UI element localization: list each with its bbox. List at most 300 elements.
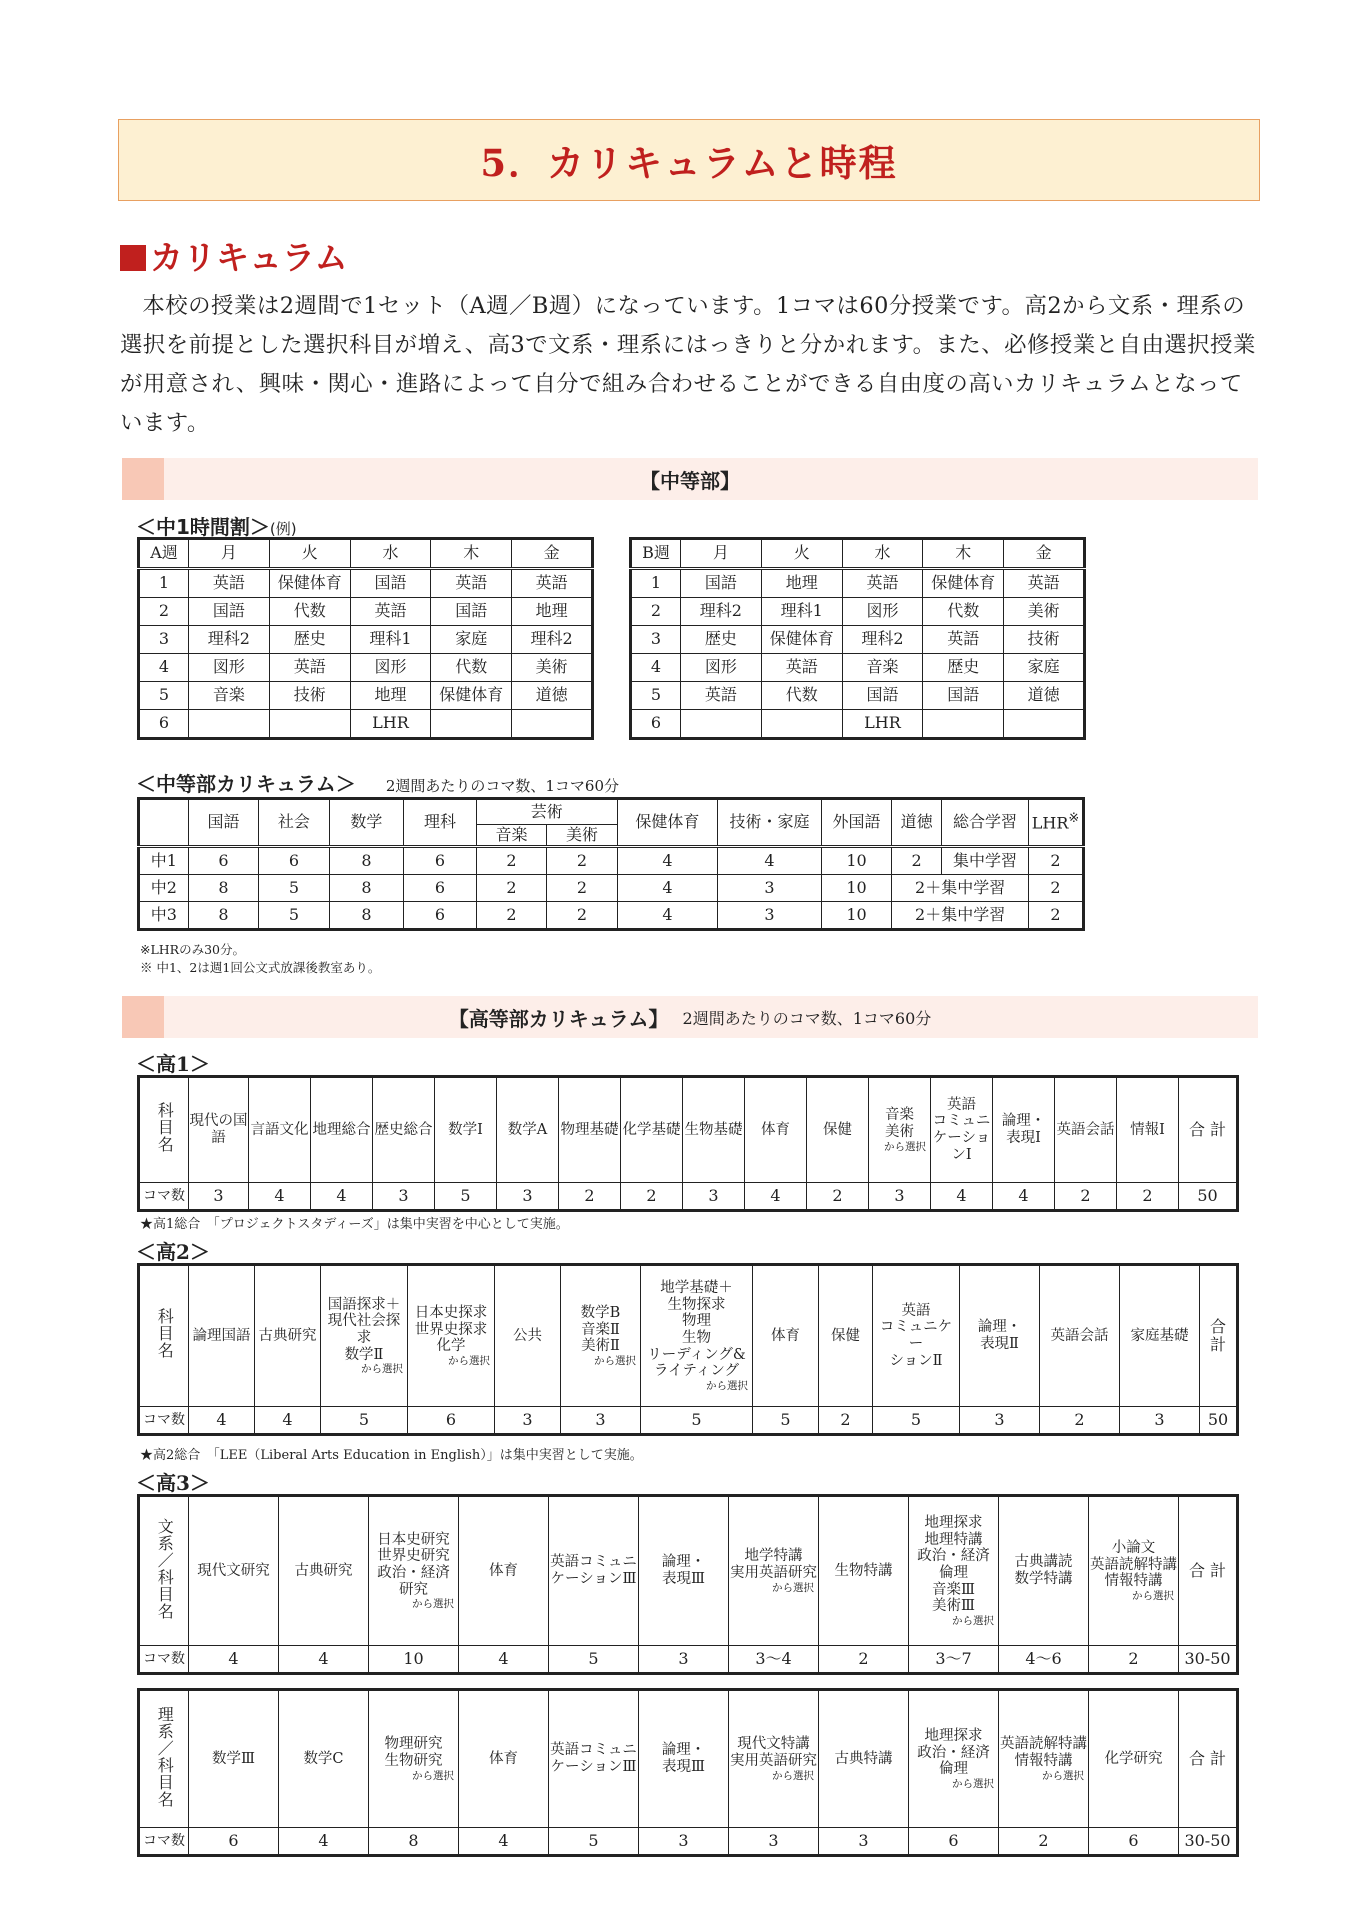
timetable-cell — [269, 710, 350, 739]
koma-cell: 2 — [1089, 1646, 1179, 1674]
section-heading — [120, 232, 348, 279]
subject-line: 数学B — [580, 1304, 621, 1321]
h1-note: ★高1総合 「プロジェクトスタディーズ」は集中実習を中心として実施。 — [140, 1217, 569, 1232]
select-tag: から選択 — [952, 1777, 994, 1790]
timetable-cell: 代数 — [431, 654, 512, 682]
period-number: 5 — [139, 682, 189, 710]
middle-school-bar — [122, 458, 1258, 500]
subject-line: 表現Ⅲ — [662, 1759, 705, 1775]
koma-cell: 3 — [495, 1407, 561, 1435]
subject-line: ションⅡ — [889, 1352, 943, 1369]
cell: 2＋集中学習 — [892, 875, 1029, 902]
h3-heading: ＜高3＞ — [136, 1471, 210, 1495]
subject-line: 数学特講 — [1014, 1571, 1073, 1587]
table-row — [139, 847, 1084, 875]
timetable-cell: 地理 — [512, 598, 593, 626]
koma-cell: 4 — [931, 1183, 993, 1211]
koma-cell: 4〜6 — [999, 1646, 1089, 1674]
h2-subject-row — [139, 1265, 1238, 1407]
koma-cell: 3 — [729, 1828, 819, 1856]
timetable-cell — [512, 710, 593, 739]
koma-cell: 4 — [249, 1183, 311, 1211]
koma-cell: 5 — [549, 1646, 639, 1674]
timetable-cell: 保健体育 — [761, 626, 842, 654]
koma-cell: 4 — [255, 1407, 321, 1435]
timetable-cell: 図形 — [189, 654, 270, 682]
select-tag: から選択 — [884, 1140, 926, 1153]
koma-cell: 5 — [753, 1407, 819, 1435]
total-header: 合 計 — [1200, 1265, 1238, 1407]
subject-cell — [641, 1265, 753, 1407]
cell: 8 — [188, 875, 258, 902]
timetable-cell: 英語 — [1004, 569, 1085, 598]
table-row — [139, 875, 1084, 902]
weekday-header: 月 — [681, 539, 762, 569]
col-header: 芸術 — [476, 799, 617, 825]
timetable-cell: 技術 — [1004, 626, 1085, 654]
subject-cell — [729, 1496, 819, 1646]
table-row — [139, 626, 593, 654]
row-header-text: 文系／科目名 — [155, 1517, 175, 1620]
subject-line: 政治・経済 — [917, 1744, 990, 1761]
table-row — [631, 598, 1085, 626]
lhr-label: LHR — [1031, 813, 1069, 833]
total-header: 合 計 — [1179, 1690, 1238, 1828]
subject-cell — [311, 1077, 373, 1183]
timetable-cell — [1004, 710, 1085, 739]
middle-curriculum-heading — [136, 768, 619, 797]
col-header: 音楽 — [476, 825, 546, 847]
subject-line: 地理探求 — [924, 1514, 983, 1531]
weekday-header: 水 — [842, 539, 923, 569]
cell: 2 — [892, 847, 942, 875]
subject-cell — [621, 1077, 683, 1183]
subject-line: 音楽 — [885, 1107, 914, 1124]
table-row — [139, 598, 593, 626]
total-header: 合 計 — [1179, 1077, 1238, 1183]
subject-line: 論理・ — [1001, 1113, 1046, 1130]
timetable-cell: 理科2 — [512, 626, 593, 654]
koma-cell: 30-50 — [1179, 1828, 1238, 1856]
table-row — [631, 710, 1085, 739]
timetable-cell: 歴史 — [923, 654, 1004, 682]
timetable-cell: 代数 — [269, 598, 350, 626]
subject-line: 現代文研究 — [197, 1562, 270, 1579]
koma-label: コマ数 — [139, 1646, 189, 1674]
week-b-timetable — [629, 537, 1086, 740]
timetable-cell: 地理 — [350, 682, 431, 710]
period-number: 1 — [139, 569, 189, 598]
row-label: 中3 — [139, 902, 189, 930]
koma-cell: 4 — [279, 1646, 369, 1674]
koma-cell: 4 — [993, 1183, 1055, 1211]
subject-cell — [869, 1077, 931, 1183]
subject-line: ライティング — [653, 1363, 740, 1380]
cell: 4 — [617, 902, 718, 930]
select-tag: から選択 — [1042, 1769, 1084, 1782]
table-row — [631, 626, 1085, 654]
cell: 10 — [821, 875, 891, 902]
subject-line: 表現Ⅲ — [662, 1571, 705, 1587]
cell: 2 — [476, 847, 546, 875]
subject-cell — [189, 1496, 279, 1646]
koma-cell: 2 — [1117, 1183, 1179, 1211]
h2-table — [137, 1263, 1239, 1436]
h2-koma-row — [139, 1407, 1238, 1435]
timetable-cell: 国語 — [431, 598, 512, 626]
h3-bunkei-subject-row — [139, 1496, 1238, 1646]
subject-line: 英語 — [901, 1302, 931, 1319]
h3-rikei-table — [137, 1688, 1239, 1857]
middle-curriculum-table — [137, 797, 1085, 931]
subject-line: 英語会話 — [1050, 1327, 1109, 1344]
bar-accent — [122, 996, 164, 1038]
subject-line: 古典研究 — [294, 1562, 353, 1579]
timetable-cell: 保健体育 — [431, 682, 512, 710]
col-header: 美術 — [547, 825, 617, 847]
subject-line: 化学 — [436, 1338, 466, 1355]
subject-cell — [909, 1496, 999, 1646]
timetable-cell: 英語 — [923, 626, 1004, 654]
subject-cell — [559, 1077, 621, 1183]
row-header — [139, 1690, 189, 1828]
subject-cell — [255, 1265, 321, 1407]
subject-line: 研究 — [399, 1581, 428, 1598]
h3-bunkei-koma-row — [139, 1646, 1238, 1674]
subject-cell — [561, 1265, 641, 1407]
col-header: 数学 — [329, 799, 404, 847]
high-school-bar — [122, 996, 1258, 1038]
timetable-cell: 英語 — [512, 569, 593, 598]
middle-curriculum-note: 2週間あたりのコマ数、1コマ60分 — [385, 777, 619, 795]
subject-line: 情報特講 — [1014, 1752, 1073, 1769]
subject-cell — [999, 1690, 1089, 1828]
h1-heading: ＜高1＞ — [136, 1052, 210, 1076]
koma-cell: 4 — [459, 1646, 549, 1674]
koma-cell: 4 — [189, 1407, 255, 1435]
subject-line: 英語読解特講 — [1000, 1736, 1087, 1753]
timetable-cell — [761, 710, 842, 739]
subject-cell — [189, 1077, 249, 1183]
subject-line: 実用英語研究 — [730, 1564, 817, 1581]
subject-cell — [373, 1077, 435, 1183]
subject-line: 論理・ — [661, 1554, 706, 1571]
subject-cell — [549, 1496, 639, 1646]
table-row — [139, 710, 593, 739]
h3-rikei-subject-row — [139, 1690, 1238, 1828]
koma-label: コマ数 — [139, 1828, 189, 1856]
select-tag: から選択 — [1132, 1589, 1174, 1602]
subject-line: 政治・経済 — [917, 1548, 990, 1565]
subject-cell — [745, 1077, 807, 1183]
timetable-cell: 英語 — [189, 569, 270, 598]
subject-cell — [1089, 1690, 1179, 1828]
koma-cell: 5 — [321, 1407, 408, 1435]
subject-line: 物理研究 — [384, 1736, 443, 1753]
cell: 2 — [476, 902, 546, 930]
middle-curriculum-heading-text: ＜中等部カリキュラム＞ — [136, 772, 356, 796]
row-header-text: 理系／科目名 — [155, 1705, 175, 1808]
subject-cell — [1040, 1265, 1120, 1407]
timetable-header-row — [139, 539, 593, 569]
timetable-cell: 国語 — [189, 598, 270, 626]
h2-note: ★高2総合 「LEE（Liberal Arts Education in English）」は集中実習として実施。 — [140, 1448, 643, 1463]
koma-cell: 6 — [1089, 1828, 1179, 1856]
koma-cell: 6 — [189, 1828, 279, 1856]
period-number: 4 — [631, 654, 681, 682]
subject-cell — [459, 1496, 549, 1646]
cell: 2 — [547, 875, 617, 902]
subject-line: 世界史研究 — [377, 1548, 450, 1565]
subject-cell — [993, 1077, 1055, 1183]
subject-line: 体育 — [771, 1327, 800, 1344]
subject-cell — [909, 1690, 999, 1828]
timetable-cell: 国語 — [681, 569, 762, 598]
subject-line: 音楽Ⅱ — [581, 1321, 620, 1338]
page-title-box — [118, 119, 1260, 201]
timetable-cell: 図形 — [350, 654, 431, 682]
subject-line: 現代文特講 — [737, 1736, 810, 1753]
subject-line: 地理探求 — [924, 1727, 983, 1744]
subject-cell — [279, 1496, 369, 1646]
row-header — [139, 1077, 189, 1183]
subject-line: 古典講読 — [1014, 1554, 1073, 1571]
timetable-cell: 技術 — [269, 682, 350, 710]
table-row — [631, 682, 1085, 710]
timetable-example: (例) — [269, 520, 297, 538]
period-number: 3 — [139, 626, 189, 654]
timetable-cell: 英語 — [681, 682, 762, 710]
subject-line: 現代の国語 — [189, 1113, 248, 1146]
cell: 4 — [617, 875, 718, 902]
cell: 8 — [329, 902, 404, 930]
timetable-cell — [923, 710, 1004, 739]
period-number: 6 — [631, 710, 681, 739]
cell: 6 — [404, 902, 477, 930]
koma-cell: 4 — [459, 1828, 549, 1856]
subject-cell — [1120, 1265, 1200, 1407]
cell: 6 — [404, 847, 477, 875]
timetable-cell: 地理 — [761, 569, 842, 598]
h3-bunkei-table — [137, 1494, 1239, 1675]
weekday-header: 火 — [269, 539, 350, 569]
intro-paragraph: 本校の授業は2週間で1セット（A週／B週）になっています。1コマは60分授業です。高2から文系・理系の選択を前提とした選択科目が増え、高3で文系・理系にはっきりと分かれます。また、必修授業と自由選択授業が用意され、興味・関心・進路によって自分で組み合わせることができる自由度の高いカリキュラムとなっています。 — [120, 293, 1256, 436]
subject-line: ケーショ — [932, 1130, 991, 1146]
koma-cell: 2 — [819, 1646, 909, 1674]
cell: 4 — [718, 847, 822, 875]
timetable-cell: 代数 — [761, 682, 842, 710]
subject-line: 論理国語 — [192, 1327, 251, 1344]
subject-line: 化学基礎 — [622, 1121, 681, 1138]
corner-cell — [139, 799, 189, 847]
subject-line: 世界史探求 — [414, 1321, 488, 1338]
subject-line: 倫理 — [939, 1564, 968, 1581]
subject-line: 英語読解特講 — [1090, 1556, 1177, 1573]
week-label: A週 — [139, 539, 189, 569]
subject-line: 体育 — [761, 1121, 790, 1138]
subject-line: 政治・経済 — [377, 1564, 450, 1581]
subject-cell — [495, 1265, 561, 1407]
subject-line: ンⅠ — [951, 1146, 972, 1163]
subject-line: 数学Ⅰ — [448, 1121, 483, 1138]
timetable-cell: 美術 — [512, 654, 593, 682]
subject-line: 日本史研究 — [377, 1531, 450, 1548]
timetable-cell: 図形 — [842, 598, 923, 626]
table-row — [139, 682, 593, 710]
koma-cell: 4 — [311, 1183, 373, 1211]
subject-cell — [873, 1265, 960, 1407]
subject-cell — [639, 1690, 729, 1828]
timetable-cell: 英語 — [350, 598, 431, 626]
cell: 2 — [476, 875, 546, 902]
subject-line: 物理基礎 — [560, 1121, 619, 1138]
subject-cell — [819, 1265, 873, 1407]
koma-cell: 2 — [819, 1407, 873, 1435]
weekday-header: 金 — [1004, 539, 1085, 569]
table-row — [631, 654, 1085, 682]
timetable-cell: 図形 — [681, 654, 762, 682]
subject-cell — [279, 1690, 369, 1828]
subject-line: 体育 — [489, 1562, 518, 1579]
subject-line: 論理・ — [977, 1319, 1022, 1336]
cell: 2 — [1029, 875, 1084, 902]
subject-cell — [819, 1690, 909, 1828]
weekday-header: 水 — [350, 539, 431, 569]
timetable-cell — [189, 710, 270, 739]
subject-line: 数学C — [303, 1750, 344, 1767]
koma-cell: 4 — [279, 1828, 369, 1856]
cell: 5 — [259, 902, 329, 930]
cell: 3 — [718, 902, 822, 930]
koma-cell: 5 — [435, 1183, 497, 1211]
subject-cell — [683, 1077, 745, 1183]
subject-line: 家庭基礎 — [1130, 1327, 1189, 1344]
subject-line: 体育 — [489, 1750, 518, 1767]
subject-line: ケーションⅢ — [550, 1571, 637, 1587]
timetable-cell: 美術 — [1004, 598, 1085, 626]
subject-line: 言語文化 — [250, 1121, 309, 1138]
koma-cell: 3〜4 — [729, 1646, 819, 1674]
page-title: 5．カリキュラムと時程 — [480, 141, 898, 185]
subject-cell — [435, 1077, 497, 1183]
subject-line: 情報Ⅰ — [1130, 1121, 1165, 1138]
timetable-cell: 英語 — [842, 569, 923, 598]
timetable-cell — [681, 710, 762, 739]
koma-cell: 10 — [369, 1646, 459, 1674]
timetable-cell: 歴史 — [269, 626, 350, 654]
cell: 6 — [188, 847, 258, 875]
weekday-header: 木 — [923, 539, 1004, 569]
cell: 5 — [259, 875, 329, 902]
koma-cell: 3〜7 — [909, 1646, 999, 1674]
subject-cell — [369, 1690, 459, 1828]
select-tag: から選択 — [772, 1769, 814, 1782]
timetable-cell — [431, 710, 512, 739]
koma-cell: 3 — [373, 1183, 435, 1211]
koma-cell: 3 — [497, 1183, 559, 1211]
koma-cell: 4 — [189, 1646, 279, 1674]
subject-cell — [369, 1496, 459, 1646]
h1-table — [137, 1075, 1239, 1212]
subject-line: 生物基礎 — [684, 1121, 743, 1138]
koma-cell: 4 — [745, 1183, 807, 1211]
subject-cell — [189, 1265, 255, 1407]
weekday-header: 火 — [761, 539, 842, 569]
subject-cell — [639, 1496, 729, 1646]
koma-cell: 3 — [869, 1183, 931, 1211]
week-label: B週 — [631, 539, 681, 569]
koma-cell: 3 — [639, 1828, 729, 1856]
subject-cell — [1055, 1077, 1117, 1183]
total-header: 合 計 — [1179, 1496, 1238, 1646]
subject-line: 化学研究 — [1104, 1750, 1163, 1767]
koma-label: コマ数 — [139, 1407, 189, 1435]
timetable-cell: 英語 — [269, 654, 350, 682]
table-row — [139, 569, 593, 598]
select-tag: から選択 — [412, 1769, 454, 1782]
col-header: 外国語 — [821, 799, 891, 847]
subject-line: コミュニ — [932, 1113, 991, 1130]
select-tag: から選択 — [772, 1581, 814, 1594]
bar-accent — [122, 458, 164, 500]
table-row — [631, 569, 1085, 598]
koma-cell: 2 — [1055, 1183, 1117, 1211]
period-number: 5 — [631, 682, 681, 710]
row-header — [139, 1265, 189, 1407]
subject-line: 小論文 — [1111, 1539, 1156, 1556]
subject-line: 保健 — [823, 1121, 852, 1138]
subject-line: 表現Ⅱ — [980, 1336, 1019, 1352]
period-number: 2 — [631, 598, 681, 626]
table-row — [139, 902, 1084, 930]
row-label: 中1 — [139, 847, 189, 875]
row-header-text: 科目名 — [155, 1102, 175, 1154]
col-header: 道徳 — [892, 799, 942, 847]
cell: 8 — [329, 875, 404, 902]
koma-cell: 3 — [819, 1828, 909, 1856]
timetable-cell: 国語 — [842, 682, 923, 710]
koma-cell: 2 — [807, 1183, 869, 1211]
cell: 8 — [188, 902, 258, 930]
col-header: 技術・家庭 — [718, 799, 822, 847]
subject-line: 数学Ⅱ — [344, 1346, 384, 1363]
period-number: 2 — [139, 598, 189, 626]
koma-cell: 3 — [683, 1183, 745, 1211]
table-row — [139, 654, 593, 682]
timetable-cell: 理科2 — [842, 626, 923, 654]
koma-cell: 5 — [641, 1407, 753, 1435]
timetable-header-row — [631, 539, 1085, 569]
koma-cell: 2 — [1040, 1407, 1120, 1435]
h1-subject-row — [139, 1077, 1238, 1183]
timetable-cell: 代数 — [923, 598, 1004, 626]
subject-line: 美術Ⅲ — [932, 1598, 975, 1615]
timetable-cell: 理科1 — [761, 598, 842, 626]
cell: 2 — [1029, 847, 1084, 875]
select-tag: から選択 — [594, 1354, 636, 1367]
subject-cell — [321, 1265, 408, 1407]
subject-cell — [807, 1077, 869, 1183]
high-school-bar-title: 【高等部カリキュラム】 — [448, 1006, 669, 1031]
period-number: 3 — [631, 626, 681, 654]
subject-line: コミュニケー — [879, 1319, 953, 1352]
subject-line: 論理・ — [661, 1742, 706, 1759]
timetable-cell: 音楽 — [189, 682, 270, 710]
cell: 8 — [329, 847, 404, 875]
timetable-cell: 理科1 — [350, 626, 431, 654]
subject-cell — [189, 1690, 279, 1828]
subject-cell — [1117, 1077, 1179, 1183]
